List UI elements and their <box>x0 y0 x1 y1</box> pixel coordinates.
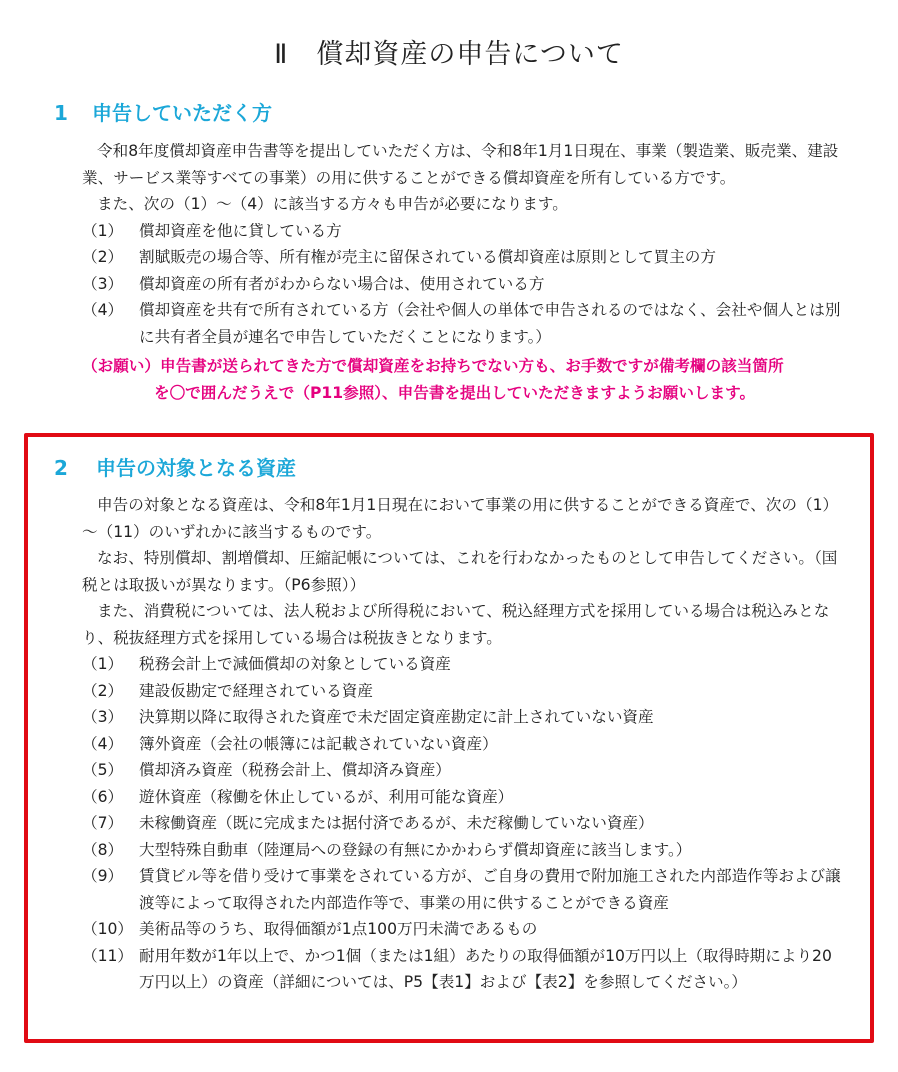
section-1-number: 1 <box>54 101 68 125</box>
list-item-marker: （5） <box>82 761 124 779</box>
list-item-text: 決算期以降に取得された資産で未だ固定資産勘定に計上されていない資産 <box>139 708 654 726</box>
list-item-text: 遊休資産（稼働を休止しているが、利用可能な資産） <box>139 787 514 806</box>
section-2-paragraph: なお、特別償却、割増償却、圧縮記帳については、これを行わなかったものとして申告してください。（国税とは取扱いが異なります。（P6参照）） <box>82 549 838 594</box>
section-2-paragraph: また、消費税については、法人税および所得税において、税込経理方式を採用している場合は税込みとなり、税抜経理方式を採用している場合は税抜きとなります。 <box>82 602 830 647</box>
list-item-marker: （4） <box>82 301 124 319</box>
list-item-marker: （1） <box>82 655 124 673</box>
section-1-paragraph: 令和8年度償却資産申告書等を提出していただく方は、令和8年1月1日現在、事業（製造業、販売業、建設業、サービス業等すべての事業）の用に供することができる償却資産を所有している方です。 <box>82 142 839 187</box>
section-1-paragraph: また、次の（1）～（4）に該当する方々も申告が必要になります。 <box>97 195 568 213</box>
list-item-text: 建設仮勘定で経理されている資産 <box>139 681 373 700</box>
page-title: Ⅱ 償却資産の申告について <box>274 39 624 70</box>
list-item <box>82 943 842 996</box>
list-item-marker: （9） <box>82 867 124 885</box>
list-item <box>82 916 842 943</box>
list-item <box>82 784 842 811</box>
list-item-text: 税務会計上で減価償却の対象としている資産 <box>139 655 451 673</box>
list-item-text: 償却済み資産（税務会計上、償却済み資産） <box>139 761 451 779</box>
section-2-heading-text: 申告の対象となる資産 <box>96 456 296 480</box>
list-item-text: 大型特殊自動車（陸運局への登録の有無にかかわらず償却資産に該当します。） <box>139 840 692 859</box>
list-item <box>82 678 842 705</box>
section-2-paragraph: 申告の対象となる資産は、令和8年1月1日現在において事業の用に供することができる資産で、次の（1）～（11）のいずれかに該当するものです。 <box>82 496 839 541</box>
section-2-heading <box>54 452 296 481</box>
list-item-marker: （11） <box>82 946 134 965</box>
list-item <box>82 218 842 245</box>
section-1-body <box>82 138 842 350</box>
list-item <box>82 651 842 678</box>
section-1-heading-text: 申告していただく方 <box>92 101 272 125</box>
list-item-text: 償却資産を他に貸している方 <box>139 221 342 240</box>
list-item-text: 割賦販売の場合等、所有権が売主に留保されている償却資産は原則として買主の方 <box>139 248 716 266</box>
list-item-marker: （1） <box>82 221 124 240</box>
list-item-marker: （6） <box>82 787 124 806</box>
request-note <box>82 353 842 407</box>
section-2-number: 2 <box>54 456 68 480</box>
list-item-marker: （7） <box>82 814 124 832</box>
list-item-marker: （2） <box>82 248 124 266</box>
list-item-marker: （2） <box>82 681 124 700</box>
section-1-heading <box>54 97 272 126</box>
section-2-body <box>82 492 842 996</box>
list-item <box>82 244 842 271</box>
list-item-marker: （8） <box>82 840 124 859</box>
list-item <box>82 757 842 784</box>
list-item-text: 美術品等のうち、取得価額が1点100万円未満であるもの <box>139 920 538 938</box>
list-item-text: 簿外資産（会社の帳簿には記載されていない資産） <box>139 734 498 753</box>
list-item-marker: （3） <box>82 708 124 726</box>
list-item-text: 賃貸ビル等を借り受けて事業をされている方が、ご自身の費用で附加施工された内部造作等および譲渡等によって取得された内部造作等で、事業の用に供することができる資産 <box>139 867 841 912</box>
list-item <box>82 810 842 837</box>
list-item-text: 未稼働資産（既に完成または据付済であるが、未だ稼働していない資産） <box>139 814 654 832</box>
list-item-text: 償却資産の所有者がわからない場合は、使用されている方 <box>139 274 545 293</box>
list-item <box>82 271 842 298</box>
request-note-line-2: を〇で囲んだうえで（P11参照）、申告書を提出していただきますようお願いします。 <box>154 384 756 402</box>
list-item <box>82 837 842 864</box>
request-note-line-1: （お願い）申告書が送られてきた方で償却資産をお持ちでない方も、お手数ですが備考欄の該当箇所 <box>82 357 784 375</box>
list-item-marker: （3） <box>82 274 124 293</box>
list-item-marker: （10） <box>82 920 134 938</box>
list-item <box>82 863 842 916</box>
list-item-text: 耐用年数が1年以上で、かつ1個（または1組）あたりの取得価額が10万円以上（取得時期により20万円以上）の資産（詳細については、P5【表1】および【表2】を参照してください。） <box>139 946 832 991</box>
list-item <box>82 731 842 758</box>
list-item <box>82 704 842 731</box>
list-item-marker: （4） <box>82 734 124 753</box>
list-item <box>82 297 842 350</box>
list-item-text: 償却資産を共有で所有されている方（会社や個人の単体で申告されるのではなく、会社や個人とは別に共有者全員が連名で申告していただくことになります。） <box>139 301 841 346</box>
